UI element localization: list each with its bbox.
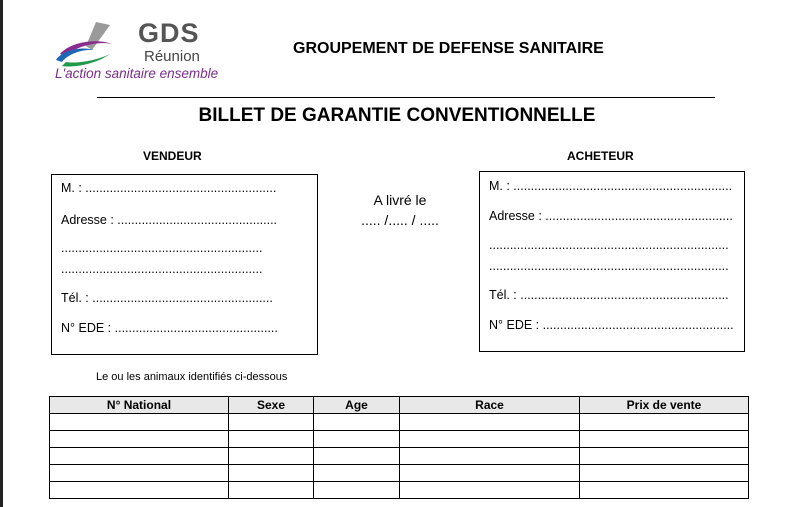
logo-name: GDS (138, 18, 200, 48)
table-cell[interactable] (314, 448, 400, 465)
delivery-label: A livré le (373, 192, 427, 208)
table-cell[interactable] (400, 465, 580, 482)
buyer-phone-field[interactable]: Tél. : ............................................................ (489, 288, 729, 302)
table-row (50, 465, 749, 482)
seller-name-field[interactable]: M. : ....................................................... (61, 181, 277, 195)
animals-note: Le ou les animaux identifiés ci-dessous (96, 371, 288, 383)
table-cell[interactable] (50, 465, 229, 482)
logo-region: Réunion (144, 48, 200, 65)
table-header-row (50, 397, 749, 414)
table-cell[interactable] (314, 431, 400, 448)
table-cell[interactable] (229, 465, 314, 482)
buyer-address-field[interactable]: Adresse : ...................................................... (489, 209, 733, 223)
seller-address-field[interactable]: Adresse : .............................................. (61, 213, 278, 227)
table-cell[interactable] (50, 414, 229, 431)
document-title: BILLET DE GARANTIE CONVENTIONNELLE (198, 105, 596, 126)
seller-box (51, 174, 318, 355)
table-cell[interactable] (314, 465, 400, 482)
table-cell[interactable] (400, 414, 580, 431)
table-cell[interactable] (580, 465, 749, 482)
seller-ede-field[interactable]: N° EDE : ............................................... (61, 321, 278, 335)
table-cell[interactable] (50, 482, 229, 499)
buyer-heading: ACHETEUR (567, 149, 634, 163)
header-divider (97, 97, 715, 98)
column-header-sex: Sexe (229, 397, 314, 414)
animals-table (49, 396, 749, 499)
table-cell[interactable] (314, 482, 400, 499)
column-header-sale-price: Prix de vente (580, 397, 749, 414)
delivery-block (350, 190, 450, 230)
table-cell[interactable] (229, 414, 314, 431)
table-cell[interactable] (229, 448, 314, 465)
table-cell[interactable] (314, 414, 400, 431)
page-left-edge (0, 0, 3, 507)
buyer-address-extra-2[interactable]: ..................................................................... (489, 259, 729, 273)
table-row (50, 482, 749, 499)
gds-logo (52, 18, 227, 84)
table-cell[interactable] (580, 414, 749, 431)
column-header-national-number: N° National (50, 397, 229, 414)
table-cell[interactable] (400, 482, 580, 499)
delivery-date-field[interactable]: ..... /..... / ..... (361, 212, 439, 228)
seller-heading: VENDEUR (143, 149, 202, 163)
logo-tagline: L'action sanitaire ensemble (55, 66, 219, 81)
table-cell[interactable] (400, 431, 580, 448)
table-cell[interactable] (50, 431, 229, 448)
table-cell[interactable] (580, 448, 749, 465)
organization-title: GROUPEMENT DE DEFENSE SANITAIRE (293, 40, 604, 57)
buyer-name-field[interactable]: M. : ............................................................... (489, 179, 733, 193)
column-header-breed: Race (400, 397, 580, 414)
table-cell[interactable] (50, 448, 229, 465)
table-row (50, 431, 749, 448)
buyer-address-extra-1[interactable]: ..................................................................... (489, 238, 729, 252)
table-cell[interactable] (229, 482, 314, 499)
seller-address-extra-1[interactable]: .......................................................... (61, 241, 263, 255)
buyer-ede-field[interactable]: N° EDE : ....................................................... (489, 318, 734, 332)
seller-phone-field[interactable]: Tél. : .................................................... (61, 291, 273, 305)
column-header-age: Age (314, 397, 400, 414)
table-cell[interactable] (580, 431, 749, 448)
seller-address-extra-2[interactable]: .......................................................... (61, 262, 263, 276)
table-cell[interactable] (229, 431, 314, 448)
table-cell[interactable] (400, 448, 580, 465)
table-row (50, 448, 749, 465)
gds-swoosh-icon (52, 20, 142, 68)
buyer-box (479, 171, 745, 352)
table-row (50, 414, 749, 431)
table-cell[interactable] (580, 482, 749, 499)
